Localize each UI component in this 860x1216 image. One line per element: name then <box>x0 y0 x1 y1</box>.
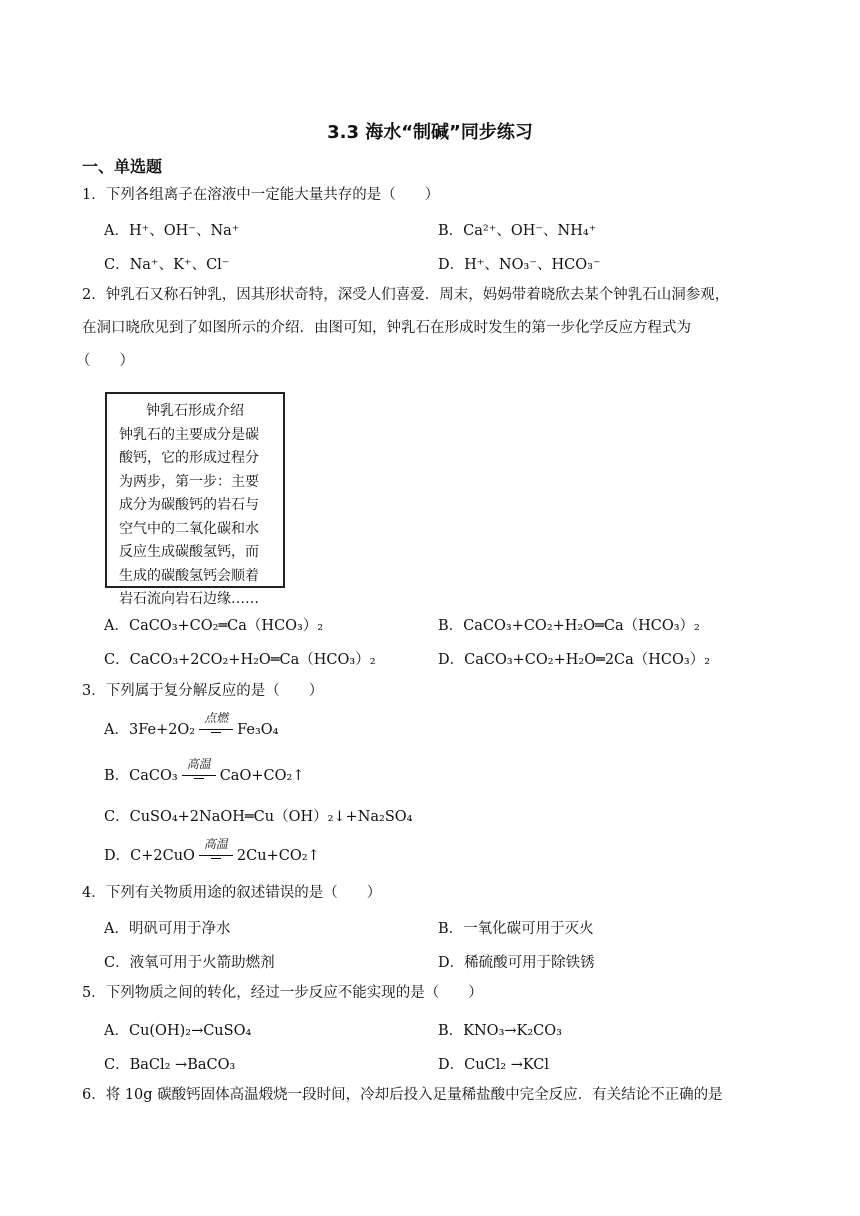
info-figure-line: 酸钙，它的形成过程分 <box>119 450 259 466</box>
question-6-stem: 6．将 10g 碳酸钙固体高温煅烧一段时间，冷却后投入足量稀盐酸中完全反应．有关结论不正确的是 <box>82 1087 723 1103</box>
q4-option-a[interactable]: A．明矾可用于净水 <box>104 921 231 937</box>
reaction-condition: 高温 <box>182 767 216 785</box>
q3-option-d[interactable] <box>104 837 320 865</box>
question-4-stem: 4．下列有关物质用途的叙述错误的是（ ） <box>82 885 382 901</box>
q3-a-products: Fe₃O₄ <box>237 722 279 738</box>
q2-option-d[interactable]: D．CaCO₃+CO₂+H₂O═2Ca（HCO₃）₂ <box>438 652 711 668</box>
q3-d-reactants: D．C+2CuO <box>104 848 195 864</box>
page-title: 3.3 海水“制碱”同步练习 <box>327 122 533 143</box>
reaction-condition: 高温 <box>199 847 233 865</box>
q5-option-a[interactable]: A．Cu(OH)₂→CuSO₄ <box>104 1023 252 1039</box>
q1-option-a[interactable]: A．H⁺、OH⁻、Na⁺ <box>104 223 240 239</box>
info-figure-line: 钟乳石的主要成分是碳 <box>119 426 259 443</box>
question-1-stem: 1．下列各组离子在溶液中一定能大量共存的是（ ） <box>82 187 440 203</box>
q3-b-reactants: B．CaCO₃ <box>104 768 178 784</box>
info-figure-line: 为两步，第一步：主要 <box>119 473 259 490</box>
q5-option-d[interactable]: D．CuCl₂ →KCl <box>438 1057 550 1073</box>
question-3-stem: 3．下列属于复分解反应的是（ ） <box>82 683 324 699</box>
q5-option-c[interactable]: C．BaCl₂ →BaCO₃ <box>104 1057 236 1073</box>
q2-option-b[interactable]: B．CaCO₃+CO₂+H₂O═Ca（HCO₃）₂ <box>438 618 700 634</box>
question-2-stem-line1: 2．钟乳石又称石钟乳，因其形状奇特，深受人们喜爱．周末，妈妈带着晓欣去某个钟乳石山洞参观， <box>82 287 730 303</box>
info-figure-line: 成分为碳酸钙的岩石与 <box>119 497 259 513</box>
q4-option-b[interactable]: B．一氧化碳可用于灭火 <box>438 921 594 937</box>
question-2-stem-line2: 在洞口晓欣见到了如图所示的介绍．由图可知，钟乳石在形成时发生的第一步化学反应方程式为 <box>82 320 691 336</box>
info-figure-line: 空气中的二氧化碳和水 <box>119 520 259 537</box>
q3-option-b[interactable] <box>104 757 305 785</box>
question-2-stem-line3: （ ） <box>76 353 134 369</box>
q3-b-products: CaO+CO₂↑ <box>219 768 305 784</box>
q3-d-products: 2Cu+CO₂↑ <box>236 848 320 864</box>
q1-option-d[interactable]: D．H⁺、NO₃⁻、HCO₃⁻ <box>438 257 601 273</box>
section-heading: 一、单选题 <box>82 157 163 176</box>
q4-option-d[interactable]: D．稀硫酸可用于除铁锈 <box>438 955 595 971</box>
q3-option-c[interactable]: C．CuSO₄+2NaOH═Cu（OH）₂↓+Na₂SO₄ <box>104 809 413 825</box>
q3-option-a[interactable] <box>104 711 279 739</box>
info-figure-title: 钟乳石形成介绍 <box>146 403 244 419</box>
info-figure-line: 岩石流向岩石边缘…… <box>119 591 259 607</box>
q2-option-c[interactable]: C．CaCO₃+2CO₂+H₂O═Ca（HCO₃）₂ <box>104 652 376 668</box>
q1-option-c[interactable]: C．Na⁺、K⁺、Cl⁻ <box>104 257 230 273</box>
q1-option-b[interactable]: B．Ca²⁺、OH⁻、NH₄⁺ <box>438 223 597 239</box>
q3-a-reactants: A．3Fe+2O₂ <box>104 722 196 738</box>
q2-option-a[interactable]: A．CaCO₃+CO₂═Ca（HCO₃）₂ <box>104 618 324 634</box>
q5-option-b[interactable]: B．KNO₃→K₂CO₃ <box>438 1023 562 1039</box>
q4-option-c[interactable]: C．液氧可用于火箭助燃剂 <box>104 955 275 971</box>
stalactite-info-figure <box>105 392 285 607</box>
info-figure-line: 反应生成碳酸氢钙，而 <box>119 544 259 560</box>
info-figure-line: 生成的碳酸氢钙会顺着 <box>119 567 259 584</box>
question-5-stem: 5．下列物质之间的转化，经过一步反应不能实现的是（ ） <box>82 985 483 1001</box>
reaction-condition: 点燃 <box>199 721 233 739</box>
